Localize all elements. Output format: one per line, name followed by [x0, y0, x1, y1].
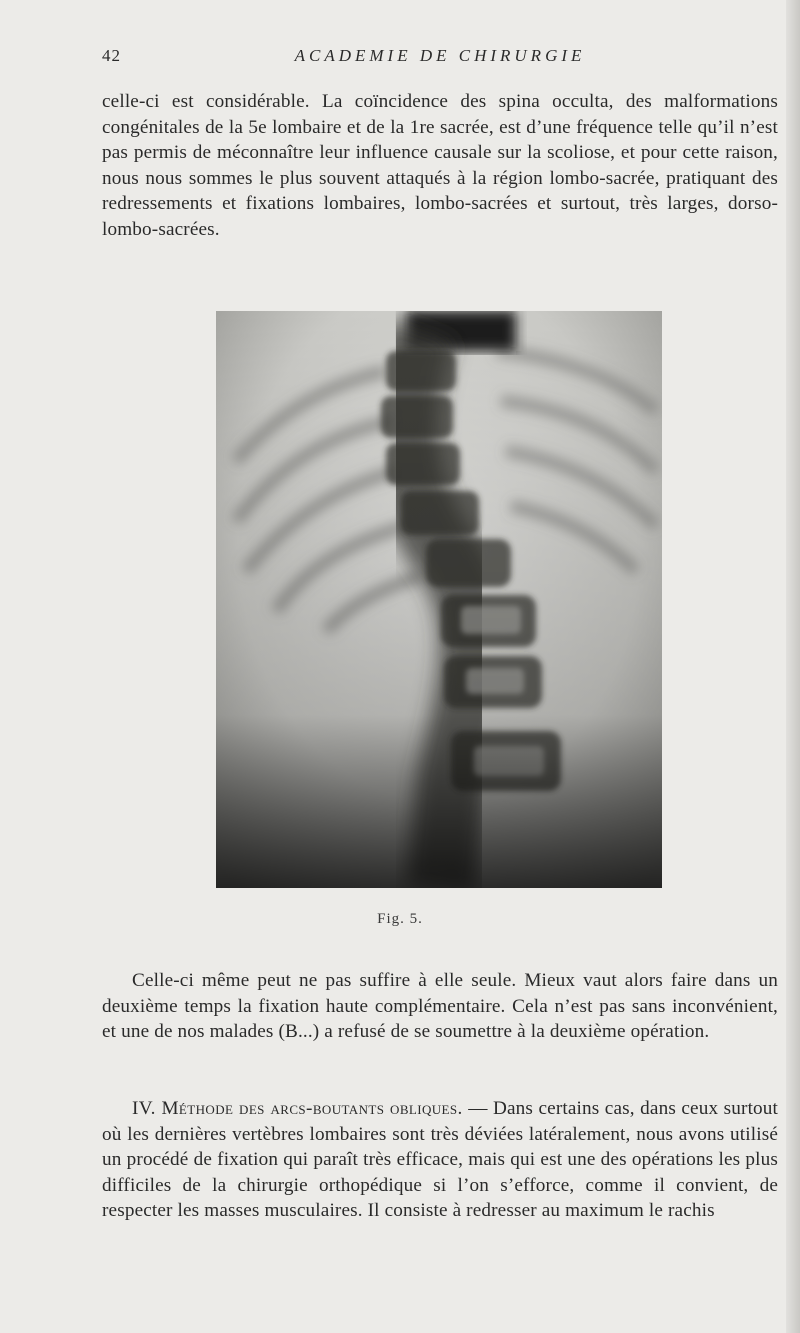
xray-spine-image [216, 311, 662, 888]
page-edge [786, 0, 800, 1333]
xray-figure [216, 311, 662, 888]
page-number: 42 [102, 46, 121, 65]
em-dash: — [462, 1098, 493, 1119]
running-title: ACADEMIE DE CHIRURGIE [294, 46, 586, 65]
figure-caption: Fig. 5. [377, 911, 423, 927]
paragraph-3-body: Dans certains cas, dans ceux surtout où les dernières vertèbres lombaires sont très déviées latéralement, nous avons utilisé un procédé de fixation qui paraît très efficace, mais qui est une des opérations les plus difficiles de la chirurgie orthopédique si l’on s’efforce, comme il convient, de respecter les masses musculaires. Il consiste à redresser au maximum le rachis [102, 1098, 779, 1222]
paragraph-3 [102, 1096, 778, 1224]
section-heading: IV. Méthode des arcs-boutants obliques. [132, 1098, 463, 1119]
paragraph-1: celle-ci est considérable. La coïncidence des spina occulta, des malformations congénitales de la 5e lombaire et de la 1re sacrée, est d’une fréquence telle qu’il n’est pas permis de méconnaître leur influence causale sur la scoliose, et pour cette raison, nous nous sommes le plus souvent attaqués à la région lombo-sacrée, pratiquant des redressements et fixations lombaires, lombo-sacrées et surtout, très larges, dorso-lombo-sacrées. [102, 91, 778, 240]
page-header [102, 46, 778, 72]
paragraph-2: Celle-ci même peut ne pas suffire à elle seule. Mieux vaut alors faire dans un deuxième temps la fixation haute complémentaire. Cela n’est pas sans inconvénient, et une de nos malades (B...) a refusé de se soumettre à la deuxième opération. [102, 970, 778, 1043]
